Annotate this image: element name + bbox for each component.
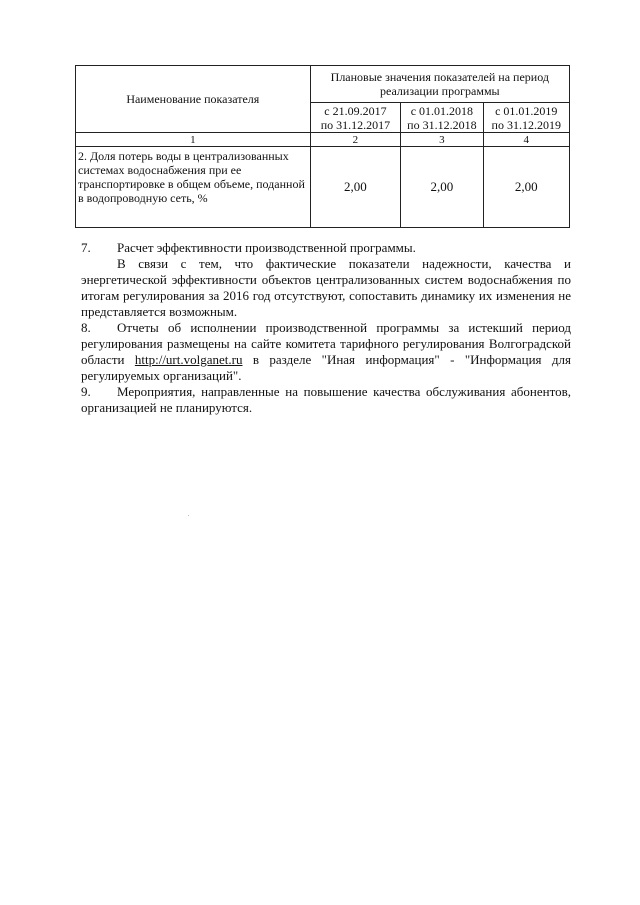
indicator-value-2019: 2,00 [483, 147, 569, 228]
period-1-start: с 21.09.2017 [324, 103, 387, 118]
website-link[interactable]: http://urt.volganet.ru [134, 352, 243, 367]
column-number: 2 [310, 133, 401, 147]
period-3-end: по 31.12.2019 [491, 117, 561, 132]
paragraph-9 [81, 384, 571, 416]
indicators-table [75, 65, 570, 228]
period-3 [483, 103, 569, 133]
paragraph-8 [81, 320, 571, 384]
paragraph-7 [81, 240, 571, 256]
paragraph-number: 9. [81, 384, 91, 399]
paragraph-number: 7. [81, 240, 91, 255]
period-2 [401, 103, 483, 133]
indicator-value-2018: 2,00 [401, 147, 483, 228]
indicator-name: 2. Доля потерь воды в централизованных системах водоснабжения при ее транспортировке в общем объеме, поданной в водопроводную сеть, % [76, 147, 311, 228]
period-1 [310, 103, 401, 133]
column-number: 1 [76, 133, 311, 147]
paragraph-8-text-end: в разделе "Иная информация" - "Информация для регулируемых организаций". [81, 352, 571, 383]
indicator-value-2017: 2,00 [310, 147, 401, 228]
column-number: 4 [483, 133, 569, 147]
paragraph-9-text: Мероприятия, направленные на повышение качества обслуживания абонентов, организацией не планируются. [81, 384, 571, 415]
period-2-end: по 31.12.2018 [407, 117, 477, 132]
header-planned-values: Плановые значения показателей на период реализации программы [310, 66, 569, 103]
period-2-start: с 01.01.2018 [410, 103, 474, 118]
scan-speck [188, 515, 189, 516]
paragraph-7-body: В связи с тем, что фактические показатели надежности, качества и энергетической эффективности объектов централизованных систем водоснабжения по итогам регулирования за 2016 год отсутствуют, сопоставить динамику их изменения не представляется возможным. [81, 256, 571, 319]
paragraph-8-text: Отчеты об исполнении производственной программы за истекший период регулирования размещены на сайте комитета тарифного регулирования Волгоградской области [81, 320, 571, 367]
paragraph-7-heading: Расчет эффективности производственной программы. [117, 240, 416, 255]
period-1-end: по 31.12.2017 [320, 117, 391, 132]
column-number: 3 [401, 133, 483, 147]
body-text [81, 240, 571, 416]
paragraph-number: 8. [81, 320, 91, 335]
header-indicator-name: Наименование показателя [76, 66, 311, 133]
period-3-start: с 01.01.2019 [495, 103, 558, 118]
